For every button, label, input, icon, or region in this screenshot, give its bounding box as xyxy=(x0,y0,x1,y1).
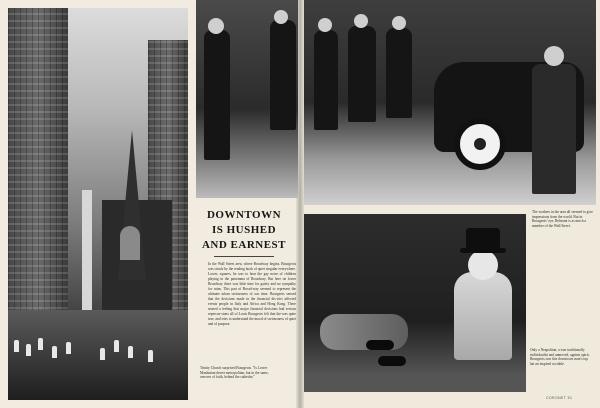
top-hat-brim xyxy=(460,248,506,253)
article-body: In the Wall Street area, where Broadway begins, Bourgeois was struck by the reading book of quiet singular everywhere. Lower, squares, he was to hear the gay noise of children playing in the panorama of Broadway. But here on lower Broadway there was little time for gaiety and no sympathy for ruins. This part of Broad-way seemed to represent the ultimate urban seriousness of our time. Bourgeois sensed that the decisions made in the financial dis-trict affected events people in Italy and Africa and Hong Kong. There sensed a feeling that major financial decisions had serious repercus-sions all of Louis Bourgeois felt that the-was quite true, and tries to understand the mood of seriousness of quiet and of purpose. xyxy=(208,262,296,326)
headline-rule xyxy=(214,256,274,257)
headline-line-1: DOWNTOWN xyxy=(206,209,282,221)
churchyard xyxy=(8,310,188,400)
man-in-coat xyxy=(204,30,230,160)
street-photo-left xyxy=(196,0,298,198)
caption-church: Trinity Church surprised Bourgeois. "Is Lower Manhattan desert metropolitan, but in the same, oeuvres of faith, behind the cathedra." xyxy=(200,366,269,380)
caption-top-hat: Only a Neapolitan, a true traditionally individualist and unmoved, against spirit, Bourgeois saw this downtown man's top hat an inspired sociable. xyxy=(530,348,590,366)
church-window xyxy=(120,226,140,260)
seated-legs xyxy=(320,314,408,350)
headline-line-3: AND EARNEST xyxy=(201,239,287,251)
car-wheel xyxy=(454,118,506,170)
trinity-church-photo xyxy=(8,8,188,400)
article-headline xyxy=(194,208,294,253)
top-hat-man-photo xyxy=(304,214,526,392)
headline-line-2: IS HUSHED xyxy=(211,224,277,236)
caption-street: The workers in the area all seemed to give impressions from the world. But in Bourgeois' eye, Belmont is as much a member of the Wall Street. xyxy=(532,210,593,228)
street-photo-car xyxy=(304,0,596,205)
man-in-suit xyxy=(532,64,576,194)
page-folio: CORONET 51 xyxy=(546,396,573,400)
man-body xyxy=(454,272,512,360)
man-face xyxy=(468,250,498,280)
